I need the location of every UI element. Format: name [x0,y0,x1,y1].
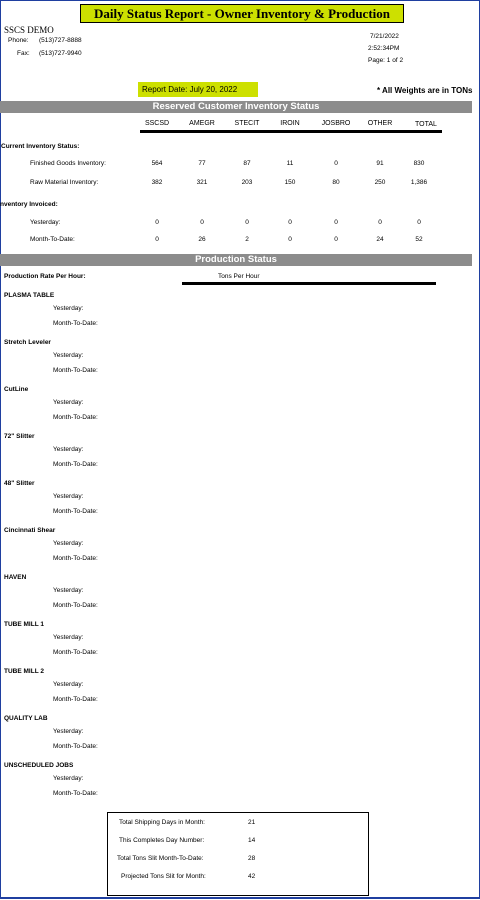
machine-mtd-label: Month-To-Date: [53,790,98,797]
machine-yesterday-label: Yesterday: [53,587,84,594]
cell: 0 [334,236,338,243]
machine-yesterday-label: Yesterday: [53,446,84,453]
company-name: SSCS DEMO [4,25,54,35]
machine-mtd-label: Month-To-Date: [53,649,98,656]
tons-per-hour-rule [182,282,436,285]
page-number: Page: 1 of 2 [368,57,404,64]
current-inventory-title: Current Inventory Status: [1,143,80,150]
machine-48-slitter: 48" Slitter [4,480,35,487]
cell: 0 [378,219,382,226]
production-status-band: Production Status [0,254,472,266]
machine-cutline: CutLine [4,386,29,393]
print-date: 7/21/2022 [370,33,399,40]
report-title: Daily Status Report - Owner Inventory & Production [80,4,404,23]
col-header-sscsd: SSCSD [144,120,170,127]
summary-value-tons-slit-mtd: 28 [248,855,256,862]
cell: 321 [196,179,208,186]
cell: 0 [334,219,338,226]
col-header-josbro: JOSBRO [321,120,351,127]
machine-yesterday-label: Yesterday: [53,540,84,547]
tons-per-hour-label: Tons Per Hour [218,273,260,280]
cell: 382 [151,179,163,186]
cell-total: 0 [417,219,421,226]
cell: 77 [198,160,206,167]
column-header-rule [140,130,442,133]
cell: 91 [376,160,384,167]
summary-value-shipping-days: 21 [248,819,256,826]
machine-72-slitter: 72" Slitter [4,433,35,440]
cell: 87 [243,160,251,167]
machine-stretch-leveler: Stretch Leveler [4,339,51,346]
machine-yesterday-label: Yesterday: [53,775,84,782]
machine-tube-mill-2: TUBE MILL 2 [4,668,44,675]
cell: 564 [151,160,163,167]
cell-total: 830 [413,160,425,167]
col-header-total: TOTAL [415,121,437,128]
inventory-invoiced-title: nventory Invoiced: [0,201,58,208]
cell: 0 [155,236,159,243]
machine-unscheduled-jobs: UNSCHEDULED JOBS [4,762,74,769]
cell: 150 [284,179,296,186]
phone-label: Phone: [8,37,29,44]
machine-mtd-label: Month-To-Date: [53,461,98,468]
weights-note: * All Weights are in TONs [377,86,473,95]
cell-total: 1,386 [410,179,428,186]
cell: 11 [286,160,294,167]
report-date: Report Date: July 20, 2022 [138,82,258,97]
cell: 0 [334,160,338,167]
print-time: 2:52:34PM [368,45,400,52]
row-label-raw-material: Raw Material Inventory: [30,179,99,186]
machine-mtd-label: Month-To-Date: [53,602,98,609]
summary-label-tons-slit-mtd: Total Tons Slit Month-To-Date: [117,855,204,862]
row-label-finished-goods: Finished Goods Inventory: [30,160,106,167]
cell: 0 [245,219,249,226]
machine-mtd-label: Month-To-Date: [53,414,98,421]
cell: 24 [376,236,384,243]
reserved-inventory-band: Reserved Customer Inventory Status [0,101,472,113]
col-header-other: OTHER [367,120,393,127]
machine-mtd-label: Month-To-Date: [53,743,98,750]
machine-quality-lab: QUALITY LAB [4,715,48,722]
summary-label-shipping-days: Total Shipping Days in Month: [119,819,205,826]
machine-mtd-label: Month-To-Date: [53,555,98,562]
summary-label-completes-day: This Completes Day Number: [119,837,205,844]
cell: 203 [241,179,253,186]
machine-haven: HAVEN [4,574,27,581]
production-rate-label: Production Rate Per Hour: [4,273,86,280]
cell: 80 [332,179,340,186]
row-label-yesterday: Yesterday: [30,219,61,226]
fax-value: (513)727-9940 [39,50,82,57]
cell: 250 [374,179,386,186]
col-header-iroin: IROIN [280,120,300,127]
summary-label-projected-tons: Projected Tons Slit for Month: [121,873,206,880]
cell: 0 [288,236,292,243]
machine-yesterday-label: Yesterday: [53,681,84,688]
row-label-month-to-date: Month-To-Date: [30,236,75,243]
cell: 0 [200,219,204,226]
summary-value-completes-day: 14 [248,837,256,844]
cell: 2 [245,236,249,243]
phone-value: (513)727-8888 [39,37,82,44]
machine-mtd-label: Month-To-Date: [53,367,98,374]
machine-yesterday-label: Yesterday: [53,399,84,406]
col-header-stecit: STECIT [234,120,260,127]
machine-mtd-label: Month-To-Date: [53,320,98,327]
machine-yesterday-label: Yesterday: [53,305,84,312]
cell: 26 [198,236,206,243]
machine-yesterday-label: Yesterday: [53,728,84,735]
machine-plasma-table: PLASMA TABLE [4,292,55,299]
machine-mtd-label: Month-To-Date: [53,508,98,515]
cell-total: 52 [415,236,423,243]
machine-tube-mill-1: TUBE MILL 1 [4,621,44,628]
cell: 0 [288,219,292,226]
machine-cincinnati-shear: Cincinnati Shear [4,527,56,534]
machine-yesterday-label: Yesterday: [53,493,84,500]
machine-yesterday-label: Yesterday: [53,352,84,359]
machine-yesterday-label: Yesterday: [53,634,84,641]
col-header-amegr: AMEGR [189,120,215,127]
fax-label: Fax: [17,50,30,57]
machine-mtd-label: Month-To-Date: [53,696,98,703]
summary-value-projected-tons: 42 [248,873,256,880]
cell: 0 [155,219,159,226]
